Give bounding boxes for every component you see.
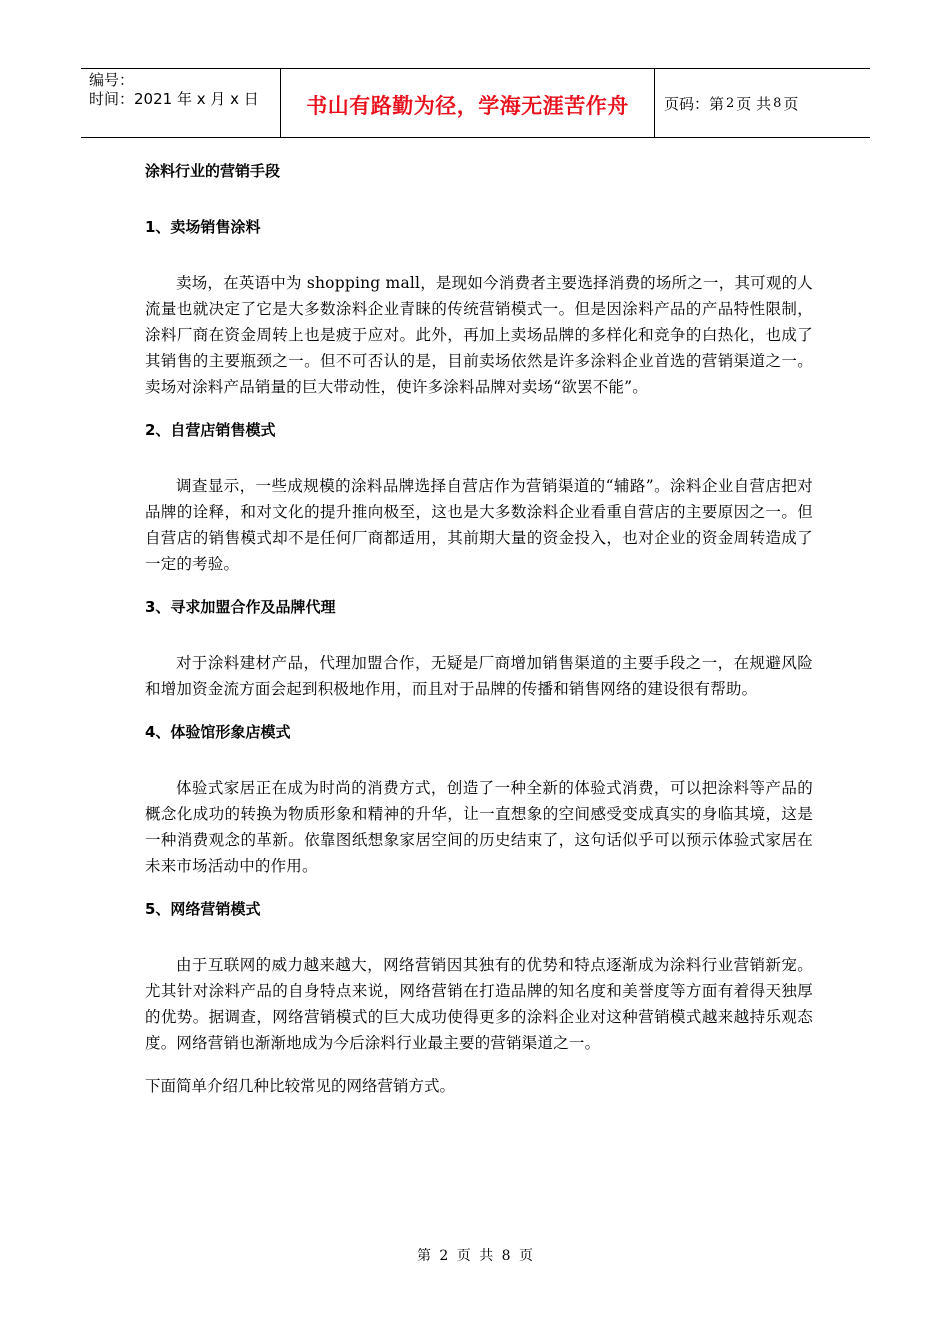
section-paragraph-2: 调查显示，一些成规模的涂料品牌选择自营店作为营销渠道的“辅路”。涂料企业自营店把对品牌的诠释，和对文化的提升推向极至，这也是大多数涂料企业看重自营店的主要原因之一。但自营店的销售模式却不是任何厂商都适用，其前期大量的资金投入，也对企业的资金周转造成了一定的考验。 (145, 477, 813, 573)
closing-sentence: 下面简单介绍几种比较常见的网络营销方式。 (145, 1077, 456, 1095)
header-page-cell (655, 69, 870, 137)
page-prefix: 页码：第 (664, 94, 725, 113)
page-header (81, 68, 870, 138)
header-motto-cell (281, 69, 655, 137)
document-title: 涂料行业的营销手段 (145, 162, 281, 180)
document-body (145, 158, 813, 1099)
page-mid: 页 共 (736, 94, 772, 113)
number-label: 编号： (89, 71, 135, 89)
header-info-cell (81, 69, 281, 137)
page-current: 2 (726, 95, 735, 111)
motto-text: 书山有路勤为径，学海无涯苦作舟 (306, 94, 629, 118)
section-heading-2: 2、自营店销售模式 (145, 421, 276, 439)
time-label: 时间：2021 年 x 月 x 日 (89, 90, 259, 108)
section-heading-5: 5、网络营销模式 (145, 900, 261, 918)
section-heading-1: 1、卖场销售涂料 (145, 218, 261, 236)
page-suffix: 页 (783, 94, 799, 113)
section-paragraph-5: 由于互联网的威力越来越大，网络营销因其独有的优势和特点逐渐成为涂料行业营销新宠。尤其针对涂料产品的自身特点来说，网络营销在打造品牌的知名度和美誉度等方面有着得天独厚的优势。据调查，网络营销模式的巨大成功使得更多的涂料企业对这种营销模式越来越持乐观态度。网络营销也渐渐地成为今后涂料行业最主要的营销渠道之一。 (145, 956, 813, 1052)
section-paragraph-1: 卖场，在英语中为 shopping mall，是现如今消费者主要选择消费的场所之一，其可观的人流量也就决定了它是大多数涂料企业青睐的传统营销模式一。但是因涂料产品的产品特性限制，涂料厂商在资金周转上也是疲于应对。此外，再加上卖场品牌的多样化和竞争的白热化，也成了其销售的主要瓶颈之一。但不可否认的是，目前卖场依然是许多涂料企业首选的营销渠道之一。卖场对涂料产品销量的巨大带动性，使许多涂料品牌对卖场“欲罢不能”。 (145, 274, 813, 396)
section-heading-4: 4、体验馆形象店模式 (145, 723, 291, 741)
section-paragraph-4: 体验式家居正在成为时尚的消费方式，创造了一种全新的体验式消费，可以把涂料等产品的概念化成功的转换为物质形象和精神的升华，让一直想象的空间感受变成真实的身临其境，这是一种消费观念的革新。依靠图纸想象家居空间的历史结束了，这句话似乎可以预示体验式家居在未来市场活动中的作用。 (145, 779, 813, 875)
page-footer: 第 2 页 共 8 页 (416, 1248, 534, 1264)
section-paragraph-3: 对于涂料建材产品，代理加盟合作，无疑是厂商增加销售渠道的主要手段之一，在规避风险和增加资金流方面会起到积极地作用，而且对于品牌的传播和销售网络的建设很有帮助。 (145, 654, 813, 698)
page-total: 8 (773, 95, 782, 111)
section-heading-3: 3、寻求加盟合作及品牌代理 (145, 598, 336, 616)
